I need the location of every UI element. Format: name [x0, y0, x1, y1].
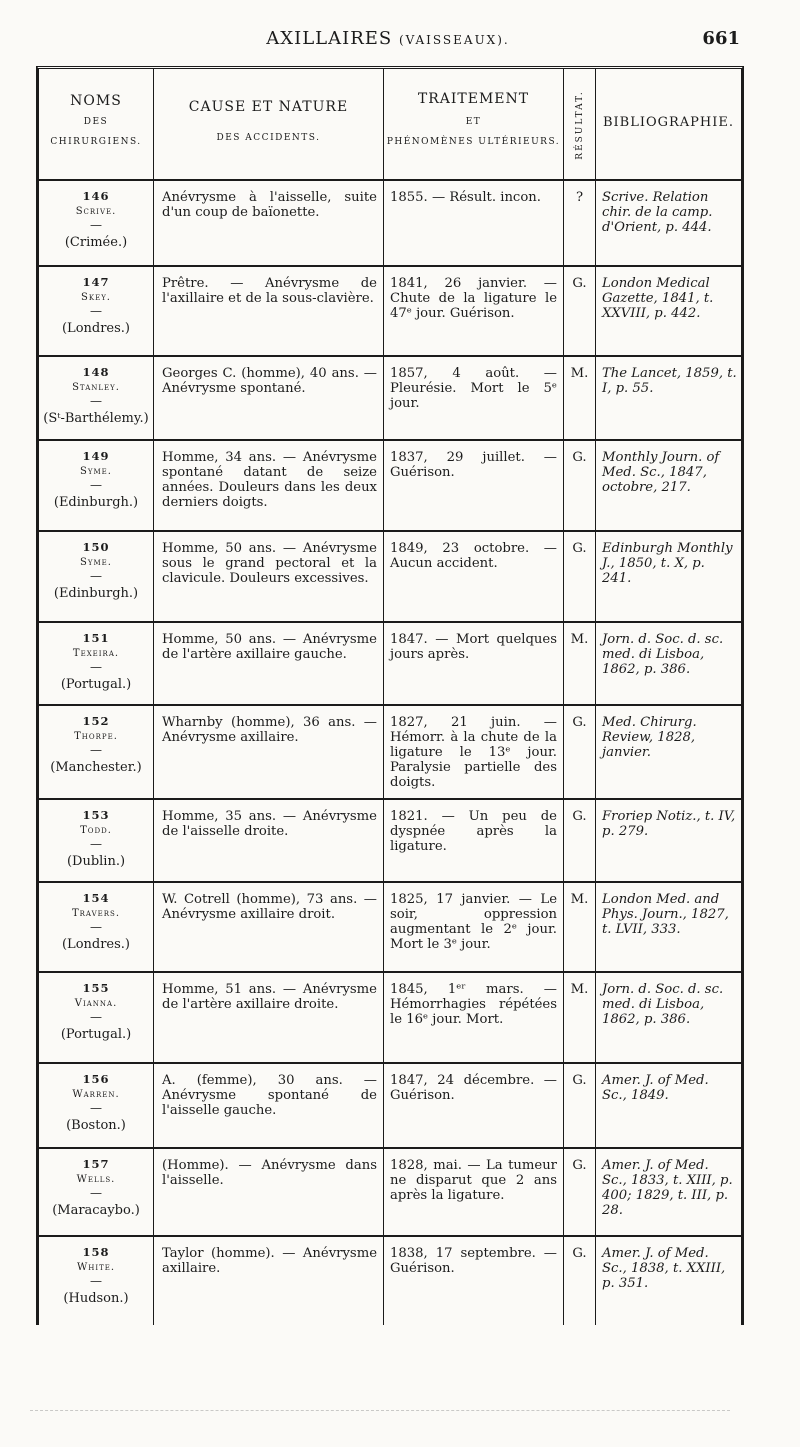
surgeon-place: (Portugal.) [60, 677, 132, 692]
resultat-cell: G. [564, 706, 596, 798]
surgeon-cell [39, 532, 154, 621]
cause-cell: Wharnby (homme), 36 ans. — Anévrysme axillaire. [154, 706, 384, 798]
entry-number: 153 [82, 808, 110, 822]
traitement-cell: 1827, 21 juin. — Hémorr. à la chute de la ligature le 13ᵉ jour. Paralysie partielle des doigts. [384, 706, 564, 798]
table-row [39, 267, 741, 357]
traitement-cell: 1845, 1ᵉʳ mars. — Hémorrhagies répétées le 16ᵉ jour. Mort. [384, 973, 564, 1062]
surgeon-place: (Hudson.) [63, 1291, 129, 1306]
surgeon-cell [39, 1237, 154, 1325]
separator-dash: — [90, 837, 102, 851]
bibliographie-cell: Amer. J. of Med. Sc., 1838, t. XXIII, p. 351. [602, 1246, 726, 1291]
table-row [39, 1149, 741, 1237]
table-row [39, 357, 741, 441]
table-row [39, 181, 741, 267]
resultat-cell: M. [564, 623, 596, 704]
resultat-cell: G. [564, 1064, 596, 1147]
running-title [36, 28, 740, 49]
title-main: AXILLAIRES [266, 28, 393, 49]
surgeon-name: Travers. [71, 908, 121, 919]
surgeon-cell [39, 800, 154, 881]
surgeon-place: (Edinburgh.) [53, 586, 139, 601]
bibliographie-cell: London Med. and Phys. Journ., 1827, t. LVII, 333. [602, 892, 729, 937]
surgeon-cell [39, 1064, 154, 1147]
resultat-cell: G. [564, 441, 596, 530]
page-header [36, 28, 740, 54]
surgeon-name: Todd. [80, 825, 112, 836]
cause-cell: W. Cotrell (homme), 73 ans. — Anévrysme axillaire droit. [154, 883, 384, 971]
surgeon-cell [39, 1149, 154, 1235]
separator-dash: — [90, 304, 102, 318]
resultat-cell: M. [564, 973, 596, 1062]
entry-number: 152 [82, 714, 110, 728]
cause-cell: Taylor (homme). — Anévrysme axillaire. [154, 1237, 384, 1325]
col-header-noms [39, 69, 154, 181]
cause-cell: Georges C. (homme), 40 ans. — Anévrysme spontané. [154, 357, 384, 439]
entry-number: 150 [82, 540, 110, 554]
entry-number: 147 [82, 275, 110, 289]
surgeon-name: Skey. [81, 292, 111, 303]
col-header-traitement [384, 69, 564, 181]
separator-dash: — [90, 660, 102, 674]
cause-cell: Homme, 50 ans. — Anévrysme sous le grand pectoral et la clavicule. Douleurs excessives. [154, 532, 384, 621]
surgeon-name: Stanley. [72, 382, 120, 393]
surgeon-name: Vianna. [74, 998, 118, 1009]
traitement-cell: 1847, 24 décembre. — Guérison. [384, 1064, 564, 1147]
entry-number: 146 [82, 189, 110, 203]
bibliographie-cell: Jorn. d. Soc. d. sc. med. di Lisboa, 1862, p. 386. [602, 632, 724, 677]
traitement-cell: 1821. — Un peu de dyspnée après la ligature. [384, 800, 564, 881]
separator-dash: — [90, 1274, 102, 1288]
cause-cell: Homme, 51 ans. — Anévrysme de l'artère axillaire droite. [154, 973, 384, 1062]
resultat-cell: M. [564, 883, 596, 971]
surgeon-cell [39, 706, 154, 798]
traitement-cell: 1857, 4 août. — Pleurésie. Mort le 5ᵉ jour. [384, 357, 564, 439]
table-row [39, 441, 741, 532]
surgeon-place: (Londres.) [61, 321, 130, 336]
bibliographie-cell: Monthly Journ. of Med. Sc., 1847, octobre, 217. [602, 450, 720, 495]
surgeon-place: (Sᵗ-Barthélemy.) [43, 411, 149, 426]
resultat-cell: G. [564, 1237, 596, 1325]
traitement-cell: 1855. — Résult. incon. [384, 181, 564, 265]
separator-dash: — [90, 1010, 102, 1024]
surgeon-place: (Manchester.) [50, 760, 142, 775]
table-row [39, 532, 741, 623]
surgeon-place: (Edinburgh.) [53, 495, 139, 510]
surgeon-name: Warren. [72, 1089, 120, 1100]
page-number: 661 [702, 28, 740, 49]
surgeon-cell [39, 267, 154, 355]
bibliographie-cell: Jorn. d. Soc. d. sc. med. di Lisboa, 1862, p. 386. [602, 982, 724, 1027]
entry-number: 148 [82, 365, 110, 379]
bibliographie-cell: Amer. J. of Med. Sc., 1833, t. XIII, p. 400; 1829, t. III, p. 28. [602, 1158, 733, 1218]
cause-cell: (Homme). — Anévrysme dans l'aisselle. [154, 1149, 384, 1235]
surgeon-name: Scrive. [75, 206, 117, 217]
surgeon-cell [39, 973, 154, 1062]
separator-dash: — [90, 478, 102, 492]
bibliographie-cell: The Lancet, 1859, t. I, p. 55. [602, 366, 737, 396]
col-cause-line2: DES ACCIDENTS. [216, 133, 321, 143]
surgeon-place: (Dublin.) [66, 854, 126, 869]
bibliographie-cell: London Medical Gazette, 1841, t. XXVIII, p. 442. [602, 276, 714, 321]
col-biblio-label: BIBLIOGRAPHIE. [602, 115, 735, 130]
entry-number: 155 [82, 981, 110, 995]
col-cause-line1: CAUSE ET NATURE [188, 99, 349, 115]
surgeon-name: Thorpe. [74, 731, 118, 742]
cause-cell: Homme, 34 ans. — Anévrysme spontané datant de seize années. Douleurs dans les deux derniers doigts. [154, 441, 384, 530]
separator-dash: — [90, 218, 102, 232]
surgeon-place: (Londres.) [61, 937, 130, 952]
traitement-cell: 1825, 17 janvier. — Le soir, oppression augmentant le 2ᵉ jour. Mort le 3ᵉ jour. [384, 883, 564, 971]
traitement-cell: 1837, 29 juillet. — Guérison. [384, 441, 564, 530]
surgeon-cell [39, 623, 154, 704]
col-traitement-line3: PHÉNOMÈNES ULTÉRIEURS. [386, 137, 561, 147]
col-traitement-line2: ET [465, 117, 482, 127]
cause-cell: Homme, 35 ans. — Anévrysme de l'aisselle droite. [154, 800, 384, 881]
bibliographie-cell: Med. Chirurg. Review, 1828, janvier. [602, 715, 697, 760]
surgeon-name: Texeira. [72, 648, 120, 659]
cause-cell: Homme, 50 ans. — Anévrysme de l'artère axillaire gauche. [154, 623, 384, 704]
title-sub: (VAISSEAUX). [398, 33, 510, 47]
separator-dash: — [90, 394, 102, 408]
traitement-cell: 1828, mai. — La tumeur ne disparut que 2 ans après la ligature. [384, 1149, 564, 1235]
entry-number: 149 [82, 449, 110, 463]
entry-number: 151 [82, 631, 110, 645]
table-row [39, 623, 741, 706]
traitement-cell: 1847. — Mort quelques jours après. [384, 623, 564, 704]
col-resultat-label: RÉSULTAT. [574, 90, 585, 160]
surgeon-name: White. [76, 1262, 116, 1273]
col-header-bibliographie [596, 69, 741, 181]
resultat-cell: M. [564, 357, 596, 439]
col-noms-line3: CHIRURGIENS. [50, 137, 142, 147]
col-noms-line1: NOMS [70, 93, 122, 109]
entry-number: 158 [82, 1245, 110, 1259]
resultat-cell: G. [564, 267, 596, 355]
col-header-cause [154, 69, 384, 181]
surgeon-name: Wells. [76, 1174, 116, 1185]
col-header-resultat [564, 69, 596, 181]
resultat-cell: G. [564, 800, 596, 881]
surgeon-place: (Boston.) [66, 1118, 126, 1133]
table-row [39, 706, 741, 800]
table-row [39, 1064, 741, 1149]
resultat-cell: G. [564, 532, 596, 621]
surgeon-place: (Maracaybo.) [52, 1203, 140, 1218]
col-noms-line2: DES [83, 117, 109, 127]
col-traitement-line1: TRAITEMENT [417, 91, 530, 107]
table-row [39, 800, 741, 883]
cause-cell: A. (femme), 30 ans. — Anévrysme spontané de l'aisselle gauche. [154, 1064, 384, 1147]
surgeon-cell [39, 181, 154, 265]
separator-dash: — [90, 1101, 102, 1115]
entry-number: 157 [82, 1157, 110, 1171]
entry-number: 156 [82, 1072, 110, 1086]
bibliographie-cell: Scrive. Relation chir. de la camp. d'Orient, p. 444. [602, 190, 713, 235]
entry-number: 154 [82, 891, 110, 905]
surgeon-name: Syme. [80, 466, 112, 477]
bibliographie-cell: Amer. J. of Med. Sc., 1849. [602, 1073, 709, 1103]
separator-dash: — [90, 569, 102, 583]
surgeon-name: Syme. [80, 557, 112, 568]
surgeon-place: (Crimée.) [64, 235, 128, 250]
surgeon-cell [39, 441, 154, 530]
surgeon-cell [39, 357, 154, 439]
cause-cell: Anévrysme à l'aisselle, suite d'un coup de baïonette. [154, 181, 384, 265]
separator-dash: — [90, 920, 102, 934]
resultat-cell: ? [564, 181, 596, 265]
traitement-cell: 1849, 23 octobre. — Aucun accident. [384, 532, 564, 621]
bibliographie-cell: Edinburgh Monthly J., 1850, t. X, p. 241. [602, 541, 733, 586]
table-row [39, 883, 741, 973]
table-frame [36, 66, 744, 1325]
bibliographie-cell: Froriep Notiz., t. IV, p. 279. [602, 809, 736, 839]
table-row [39, 973, 741, 1064]
separator-dash: — [90, 743, 102, 757]
cause-cell: Prêtre. — Anévrysme de l'axillaire et de la sous-clavière. [154, 267, 384, 355]
traitement-cell: 1838, 17 septembre. — Guérison. [384, 1237, 564, 1325]
resultat-cell: G. [564, 1149, 596, 1235]
traitement-cell: 1841, 26 janvier. — Chute de la ligature le 47ᵉ jour. Guérison. [384, 267, 564, 355]
surgeon-cell [39, 883, 154, 971]
separator-dash: — [90, 1186, 102, 1200]
surgeon-place: (Portugal.) [60, 1027, 132, 1042]
table-row [39, 1237, 741, 1325]
bottom-noise-line [30, 1410, 730, 1411]
